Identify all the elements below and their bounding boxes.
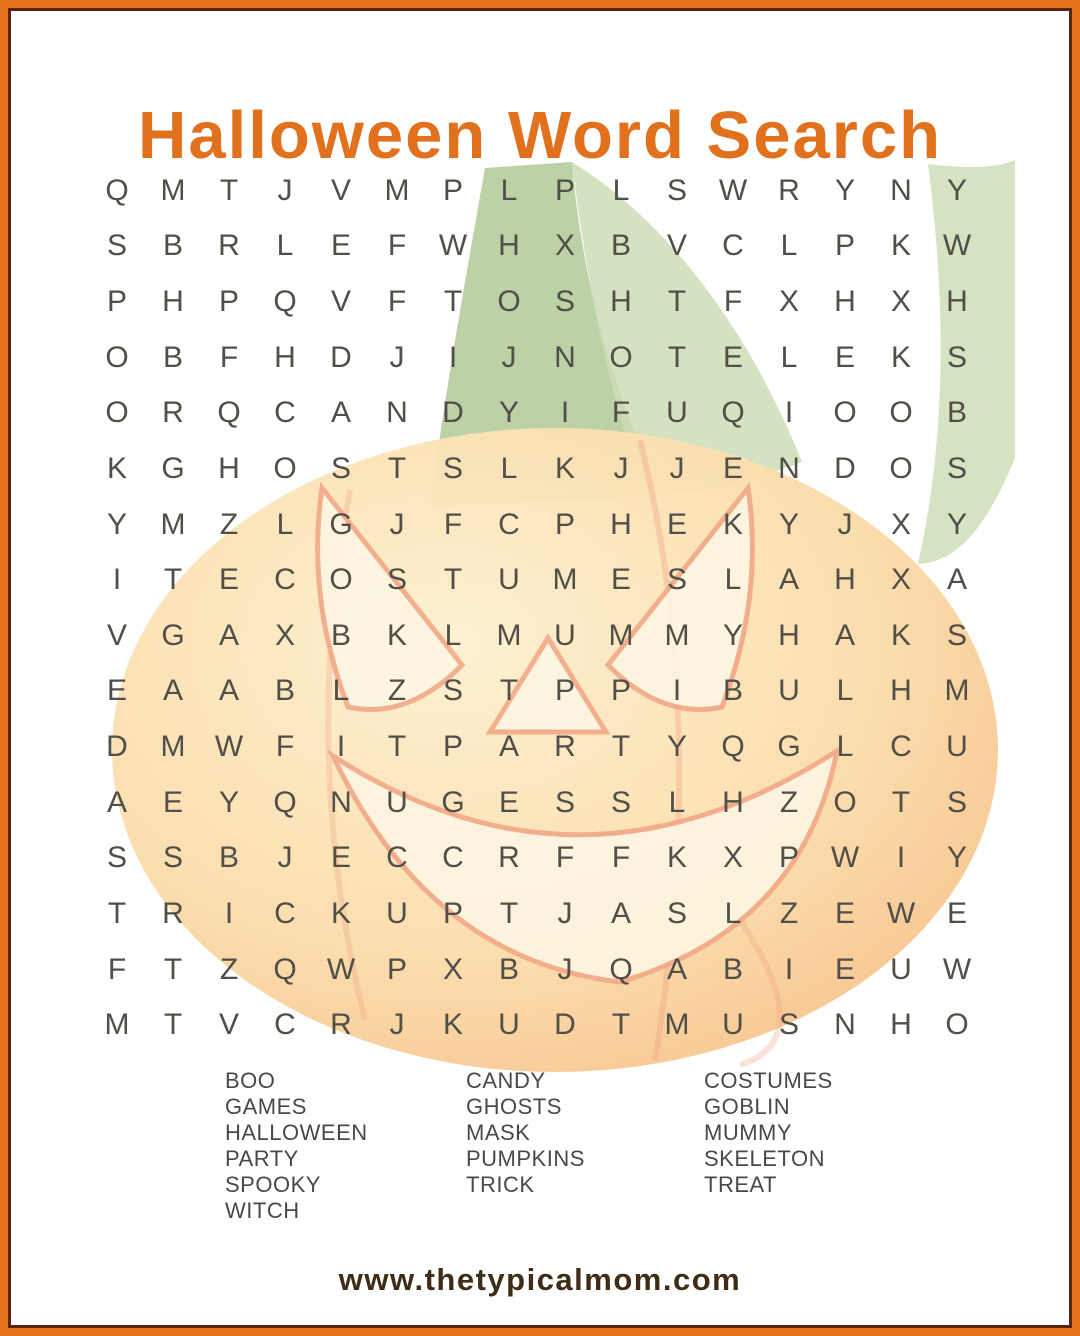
grid-cell-r5-c13: I	[784, 396, 794, 430]
grid-cell-r8-c12: L	[724, 563, 742, 597]
grid-cell-r14-c9: J	[557, 896, 573, 930]
grid-cell-r8-c16: A	[946, 563, 967, 597]
grid-cell-r2-c6: F	[387, 229, 407, 263]
grid-cell-r14-c8: T	[499, 896, 519, 930]
word-list-column-3	[704, 1068, 833, 1198]
grid-cell-r16-c5: R	[330, 1008, 352, 1042]
grid-cell-r2-c15: K	[890, 229, 911, 263]
grid-cell-r15-c2: T	[163, 952, 183, 986]
grid-cell-r2-c1: S	[106, 229, 127, 263]
word-list-column-2	[466, 1068, 585, 1198]
grid-cell-r3-c3: P	[218, 285, 239, 319]
grid-cell-r9-c7: L	[444, 618, 462, 652]
grid-cell-r8-c8: U	[498, 563, 520, 597]
grid-cell-r4-c1: O	[105, 340, 129, 374]
grid-cell-r15-c14: E	[834, 952, 855, 986]
grid-cell-r2-c10: B	[610, 229, 631, 263]
grid-cell-r15-c13: I	[784, 952, 794, 986]
grid-cell-r4-c6: J	[389, 340, 405, 374]
grid-cell-r4-c7: I	[448, 340, 458, 374]
grid-cell-r6-c3: H	[218, 451, 240, 485]
grid-cell-r6-c16: S	[946, 451, 967, 485]
grid-cell-r9-c11: M	[664, 618, 690, 652]
grid-cell-r8-c1: I	[112, 563, 122, 597]
grid-cell-r9-c16: S	[946, 618, 967, 652]
grid-cell-r5-c5: A	[330, 396, 351, 430]
grid-cell-r10-c2: A	[162, 674, 183, 708]
grid-cell-r8-c2: T	[163, 563, 183, 597]
word-item: CANDY	[466, 1068, 546, 1093]
grid-cell-r16-c15: H	[890, 1008, 912, 1042]
grid-cell-r4-c15: K	[890, 340, 911, 374]
grid-cell-r7-c14: J	[837, 507, 853, 541]
grid-cell-r14-c5: K	[330, 896, 351, 930]
grid-cell-r10-c8: T	[499, 674, 519, 708]
grid-cell-r15-c12: B	[722, 952, 743, 986]
grid-cell-r16-c6: J	[389, 1008, 405, 1042]
grid-cell-r5-c6: N	[386, 396, 408, 430]
grid-cell-r7-c7: F	[443, 507, 463, 541]
grid-cell-r15-c6: P	[386, 952, 407, 986]
grid-cell-r16-c7: K	[442, 1008, 463, 1042]
grid-cell-r8-c3: E	[218, 563, 239, 597]
grid-cell-r13-c11: K	[666, 841, 687, 875]
word-item: PUMPKINS	[466, 1146, 585, 1171]
grid-cell-r3-c9: S	[554, 285, 575, 319]
grid-cell-r15-c8: B	[498, 952, 519, 986]
grid-cell-r1-c13: R	[778, 173, 800, 207]
grid-cell-r3-c11: T	[667, 285, 687, 319]
grid-cell-r8-c4: C	[274, 563, 296, 597]
grid-cell-r9-c3: A	[218, 618, 239, 652]
word-bank	[0, 1068, 1080, 1238]
grid-cell-r8-c6: S	[386, 563, 407, 597]
grid-cell-r2-c13: L	[780, 229, 798, 263]
grid-cell-r16-c11: M	[664, 1008, 690, 1042]
grid-cell-r5-c1: O	[105, 396, 129, 430]
grid-cell-r4-c12: E	[722, 340, 743, 374]
grid-cell-r16-c3: V	[218, 1008, 239, 1042]
grid-cell-r16-c4: C	[274, 1008, 296, 1042]
grid-cell-r16-c10: T	[611, 1008, 631, 1042]
grid-cell-r13-c9: F	[555, 841, 575, 875]
grid-cell-r11-c11: Y	[666, 730, 687, 764]
grid-cell-r6-c9: K	[554, 451, 575, 485]
grid-cell-r16-c16: O	[945, 1008, 969, 1042]
grid-cell-r13-c1: S	[106, 841, 127, 875]
grid-cell-r4-c8: J	[501, 340, 517, 374]
grid-cell-r15-c10: Q	[609, 952, 633, 986]
grid-cell-r15-c1: F	[107, 952, 127, 986]
grid-cell-r2-c2: B	[162, 229, 183, 263]
grid-cell-r2-c4: L	[276, 229, 294, 263]
grid-cell-r7-c11: E	[666, 507, 687, 541]
grid-cell-r9-c8: M	[496, 618, 522, 652]
grid-cell-r6-c14: D	[834, 451, 856, 485]
grid-cell-r14-c2: R	[162, 896, 184, 930]
grid-cell-r5-c8: Y	[498, 396, 519, 430]
grid-cell-r12-c11: L	[668, 785, 686, 819]
grid-cell-r7-c10: H	[610, 507, 632, 541]
page-title: Halloween Word Search	[137, 97, 943, 173]
grid-cell-r3-c8: O	[497, 285, 521, 319]
grid-cell-r10-c9: P	[554, 674, 575, 708]
grid-cell-r16-c13: S	[778, 1008, 799, 1042]
grid-cell-r6-c7: S	[442, 451, 463, 485]
grid-cell-r7-c8: C	[498, 507, 520, 541]
grid-cell-r12-c15: T	[891, 785, 911, 819]
grid-cell-r5-c14: O	[833, 396, 857, 430]
grid-cell-r9-c4: X	[274, 618, 295, 652]
grid-cell-r11-c14: L	[836, 730, 854, 764]
grid-cell-r1-c10: L	[612, 173, 630, 207]
grid-cell-r8-c10: E	[610, 563, 631, 597]
grid-cell-r11-c15: C	[890, 730, 912, 764]
grid-cell-r5-c3: Q	[217, 396, 241, 430]
grid-cell-r10-c3: A	[218, 674, 239, 708]
grid-cell-r1-c14: Y	[834, 173, 855, 207]
grid-cell-r13-c4: J	[277, 841, 293, 875]
grid-cell-r13-c7: C	[442, 841, 464, 875]
word-item: BOO	[225, 1068, 276, 1093]
grid-cell-r9-c14: A	[834, 618, 855, 652]
grid-cell-r10-c16: M	[944, 674, 970, 708]
grid-cell-r9-c5: B	[330, 618, 351, 652]
grid-cell-r16-c8: U	[498, 1008, 520, 1042]
grid-cell-r7-c4: L	[276, 507, 294, 541]
word-item: MUMMY	[704, 1120, 793, 1145]
grid-cell-r1-c7: P	[442, 173, 463, 207]
grid-cell-r2-c8: H	[498, 229, 520, 263]
grid-cell-r12-c7: G	[441, 785, 465, 819]
grid-cell-r8-c13: A	[778, 563, 799, 597]
grid-cell-r7-c5: G	[329, 507, 353, 541]
grid-cell-r1-c2: M	[160, 173, 186, 207]
grid-cell-r14-c14: E	[834, 896, 855, 930]
grid-cell-r6-c4: O	[273, 451, 297, 485]
grid-cell-r11-c16: U	[946, 730, 968, 764]
grid-cell-r9-c6: K	[386, 618, 407, 652]
grid-cell-r5-c10: F	[611, 396, 631, 430]
word-item: COSTUMES	[704, 1068, 833, 1093]
grid-cell-r12-c10: S	[610, 785, 631, 819]
grid-cell-r10-c1: E	[106, 674, 127, 708]
grid-cell-r5-c12: Q	[721, 396, 745, 430]
grid-cell-r8-c14: H	[834, 563, 856, 597]
grid-cell-r2-c5: E	[330, 229, 351, 263]
grid-cell-r5-c16: B	[946, 396, 967, 430]
grid-cell-r13-c12: X	[722, 841, 743, 875]
grid-cell-r11-c13: G	[777, 730, 801, 764]
word-item: HALLOWEEN	[225, 1120, 368, 1145]
grid-cell-r10-c11: I	[672, 674, 682, 708]
grid-cell-r12-c16: S	[946, 785, 967, 819]
word-item: GOBLIN	[704, 1094, 791, 1119]
grid-cell-r4-c13: L	[780, 340, 798, 374]
grid-cell-r2-c7: W	[438, 229, 468, 263]
word-item: TREAT	[704, 1172, 777, 1197]
grid-cell-r16-c9: D	[554, 1008, 576, 1042]
grid-cell-r12-c12: H	[722, 785, 744, 819]
grid-cell-r11-c1: D	[106, 730, 128, 764]
grid-cell-r13-c2: S	[162, 841, 183, 875]
grid-cell-r7-c13: Y	[778, 507, 799, 541]
grid-cell-r9-c2: G	[161, 618, 185, 652]
grid-cell-r8-c7: T	[443, 563, 463, 597]
grid-cell-r3-c15: X	[890, 285, 911, 319]
grid-cell-r6-c8: L	[500, 451, 518, 485]
grid-cell-r4-c2: B	[162, 340, 183, 374]
grid-cell-r9-c9: U	[554, 618, 576, 652]
grid-cell-r3-c4: Q	[273, 285, 297, 319]
grid-cell-r9-c13: H	[778, 618, 800, 652]
grid-cell-r12-c9: S	[554, 785, 575, 819]
grid-cell-r7-c6: J	[389, 507, 405, 541]
grid-cell-r13-c10: F	[611, 841, 631, 875]
grid-cell-r12-c8: E	[498, 785, 519, 819]
grid-cell-r15-c5: W	[326, 952, 356, 986]
grid-cell-r13-c3: B	[218, 841, 239, 875]
grid-cell-r10-c12: B	[722, 674, 743, 708]
grid-cell-r11-c4: F	[275, 730, 295, 764]
grid-cell-r3-c6: F	[387, 285, 407, 319]
grid-cell-r11-c5: I	[336, 730, 346, 764]
grid-cell-r7-c15: X	[890, 507, 911, 541]
grid-cell-r14-c15: W	[886, 896, 916, 930]
grid-cell-r14-c10: A	[610, 896, 631, 930]
grid-cell-r3-c1: P	[106, 285, 127, 319]
word-item: SKELETON	[704, 1146, 825, 1171]
grid-cell-r6-c6: T	[387, 451, 407, 485]
grid-cell-r6-c12: E	[722, 451, 743, 485]
grid-cell-r15-c3: Z	[219, 952, 239, 986]
website-url: www.thetypicalmom.com	[338, 1262, 742, 1297]
grid-cell-r10-c15: H	[890, 674, 912, 708]
grid-cell-r3-c13: X	[778, 285, 799, 319]
grid-cell-r12-c1: A	[106, 785, 127, 819]
grid-cell-r3-c5: V	[330, 285, 351, 319]
grid-cell-r3-c10: H	[610, 285, 632, 319]
grid-cell-r14-c1: T	[107, 896, 127, 930]
grid-cell-r13-c13: P	[778, 841, 799, 875]
grid-cell-r13-c6: C	[386, 841, 408, 875]
grid-cell-r7-c12: K	[722, 507, 743, 541]
letter-grid	[89, 163, 985, 1053]
grid-cell-r12-c5: N	[330, 785, 352, 819]
grid-cell-r7-c9: P	[554, 507, 575, 541]
grid-cell-r4-c10: O	[609, 340, 633, 374]
grid-cell-r2-c3: R	[218, 229, 240, 263]
grid-cell-r5-c4: C	[274, 396, 296, 430]
grid-cell-r10-c5: L	[332, 674, 350, 708]
word-item: SPOOKY	[225, 1172, 321, 1197]
grid-cell-r12-c4: Q	[273, 785, 297, 819]
word-item: MASK	[466, 1120, 531, 1145]
grid-cell-r4-c11: T	[667, 340, 687, 374]
grid-cell-r11-c7: P	[442, 730, 463, 764]
grid-cell-r13-c16: Y	[946, 841, 967, 875]
grid-cell-r12-c2: E	[162, 785, 183, 819]
grid-cell-r1-c1: Q	[105, 173, 129, 207]
grid-cell-r13-c15: I	[896, 841, 906, 875]
grid-cell-r14-c7: P	[442, 896, 463, 930]
grid-cell-r3-c12: F	[723, 285, 743, 319]
grid-cell-r7-c16: Y	[946, 507, 967, 541]
grid-cell-r10-c13: U	[778, 674, 800, 708]
grid-cell-r16-c12: U	[722, 1008, 744, 1042]
grid-cell-r3-c7: T	[443, 285, 463, 319]
grid-cell-r1-c8: L	[500, 173, 518, 207]
grid-cell-r5-c11: U	[666, 396, 688, 430]
grid-cell-r5-c7: D	[442, 396, 464, 430]
grid-cell-r16-c14: N	[834, 1008, 856, 1042]
grid-cell-r12-c13: Z	[779, 785, 799, 819]
grid-cell-r4-c9: N	[554, 340, 576, 374]
grid-cell-r4-c4: H	[274, 340, 296, 374]
grid-cell-r10-c14: L	[836, 674, 854, 708]
grid-cell-r15-c7: X	[442, 952, 463, 986]
grid-cell-r15-c15: U	[890, 952, 912, 986]
grid-cell-r9-c1: V	[106, 618, 127, 652]
grid-cell-r4-c3: F	[219, 340, 239, 374]
word-item: GHOSTS	[466, 1094, 562, 1119]
grid-cell-r12-c3: Y	[218, 785, 239, 819]
grid-cell-r7-c2: M	[160, 507, 186, 541]
word-item: PARTY	[225, 1146, 299, 1171]
grid-cell-r11-c10: T	[611, 730, 631, 764]
grid-cell-r15-c4: Q	[273, 952, 297, 986]
grid-cell-r3-c2: H	[162, 285, 184, 319]
grid-cell-r1-c9: P	[554, 173, 575, 207]
grid-cell-r1-c11: S	[666, 173, 687, 207]
grid-cell-r2-c11: V	[666, 229, 687, 263]
grid-cell-r4-c16: S	[946, 340, 967, 374]
grid-cell-r6-c10: J	[613, 451, 629, 485]
grid-cell-r2-c12: C	[722, 229, 744, 263]
grid-cell-r14-c16: E	[946, 896, 967, 930]
grid-cell-r7-c3: Z	[219, 507, 239, 541]
grid-cell-r1-c3: T	[219, 173, 239, 207]
grid-cell-r8-c15: X	[890, 563, 911, 597]
grid-cell-r14-c4: C	[274, 896, 296, 930]
grid-cell-r6-c1: K	[106, 451, 127, 485]
grid-cell-r1-c5: V	[330, 173, 351, 207]
grid-cell-r4-c5: D	[330, 340, 352, 374]
grid-cell-r1-c16: Y	[946, 173, 967, 207]
grid-cell-r16-c2: T	[163, 1008, 183, 1042]
word-item: WITCH	[225, 1198, 300, 1223]
grid-cell-r10-c4: B	[274, 674, 295, 708]
grid-cell-r16-c1: M	[104, 1008, 130, 1042]
grid-cell-r8-c9: M	[552, 563, 578, 597]
grid-cell-r12-c6: U	[386, 785, 408, 819]
word-list-column-1	[225, 1068, 368, 1224]
grid-cell-r9-c15: K	[890, 618, 911, 652]
grid-cell-r11-c3: W	[214, 730, 244, 764]
grid-cell-r15-c16: W	[942, 952, 972, 986]
grid-cell-r2-c9: X	[554, 229, 575, 263]
grid-cell-r11-c12: Q	[721, 730, 745, 764]
grid-cell-r15-c11: A	[666, 952, 687, 986]
grid-cell-r10-c7: S	[442, 674, 463, 708]
grid-cell-r4-c14: E	[834, 340, 855, 374]
word-item: GAMES	[225, 1094, 307, 1119]
grid-cell-r11-c2: M	[160, 730, 186, 764]
grid-cell-r5-c9: I	[560, 396, 570, 430]
grid-cell-r14-c11: S	[666, 896, 687, 930]
grid-cell-r1-c6: M	[384, 173, 410, 207]
grid-cell-r5-c15: O	[889, 396, 913, 430]
grid-cell-r13-c8: R	[498, 841, 520, 875]
grid-cell-r11-c6: T	[387, 730, 407, 764]
grid-cell-r6-c15: O	[889, 451, 913, 485]
word-item: TRICK	[466, 1172, 535, 1197]
grid-cell-r1-c4: J	[277, 173, 293, 207]
grid-cell-r10-c10: P	[610, 674, 631, 708]
grid-cell-r12-c14: O	[833, 785, 857, 819]
grid-cell-r5-c2: R	[162, 396, 184, 430]
grid-cell-r11-c9: R	[554, 730, 576, 764]
grid-cell-r2-c14: P	[834, 229, 855, 263]
grid-cell-r14-c13: Z	[779, 896, 799, 930]
grid-cell-r8-c5: O	[329, 563, 353, 597]
grid-cell-r8-c11: S	[666, 563, 687, 597]
grid-cell-r1-c12: W	[718, 173, 748, 207]
grid-cell-r3-c16: H	[946, 285, 968, 319]
grid-cell-r15-c9: J	[557, 952, 573, 986]
grid-cell-r3-c14: H	[834, 285, 856, 319]
grid-cell-r13-c5: E	[330, 841, 351, 875]
grid-cell-r9-c12: Y	[722, 618, 743, 652]
grid-cell-r13-c14: W	[830, 841, 860, 875]
grid-cell-r6-c11: J	[669, 451, 685, 485]
grid-cell-r14-c12: L	[724, 896, 742, 930]
grid-cell-r14-c6: U	[386, 896, 408, 930]
grid-cell-r9-c10: M	[608, 618, 634, 652]
grid-cell-r6-c2: G	[161, 451, 185, 485]
grid-cell-r7-c1: Y	[106, 507, 127, 541]
grid-cell-r1-c15: N	[890, 173, 912, 207]
grid-cell-r10-c6: Z	[387, 674, 407, 708]
grid-cell-r11-c8: A	[498, 730, 519, 764]
grid-cell-r2-c16: W	[942, 229, 972, 263]
grid-cell-r6-c13: N	[778, 451, 800, 485]
grid-cell-r14-c3: I	[224, 896, 234, 930]
grid-cell-r6-c5: S	[330, 451, 351, 485]
